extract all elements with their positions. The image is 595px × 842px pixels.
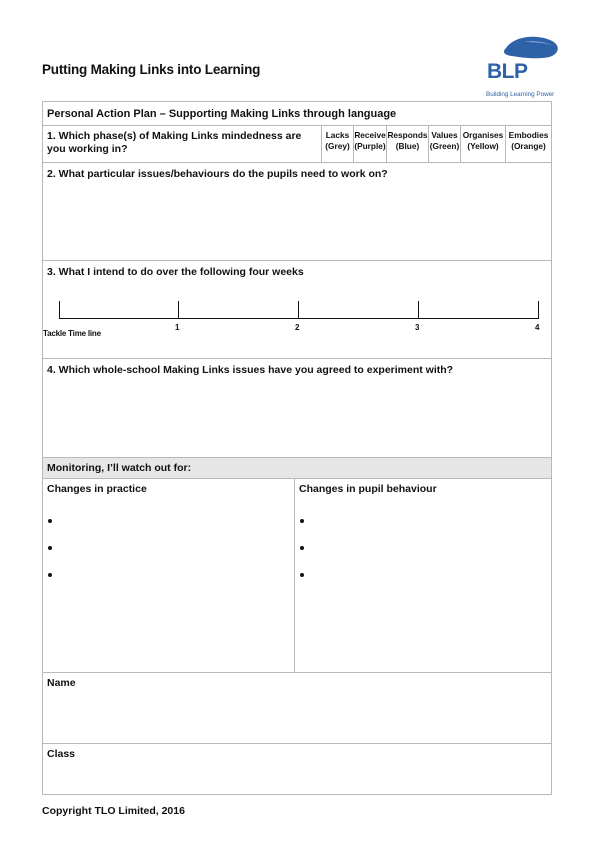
phase-responds[interactable]: Responds (Blue) xyxy=(386,126,428,162)
monitoring-label: Monitoring, I’ll watch out for: xyxy=(47,462,192,474)
timeline-tick-4 xyxy=(538,301,539,319)
phase-organises[interactable]: Organises (Yellow) xyxy=(460,126,505,162)
practice-label: Changes in practice xyxy=(47,483,147,495)
practice-bullet-1 xyxy=(48,519,52,523)
behaviour-bullet-2 xyxy=(300,546,304,550)
behaviour-column[interactable] xyxy=(295,479,551,672)
phase-question: 1. Which phase(s) of Making Links mindedness are you working in? xyxy=(47,130,302,155)
monitoring-header xyxy=(43,458,551,479)
name-label: Name xyxy=(47,677,76,689)
plan-title: Personal Action Plan – Supporting Making Links through language xyxy=(47,108,397,120)
practice-bullet-3 xyxy=(48,573,52,577)
class-row[interactable] xyxy=(43,744,551,795)
behaviour-bullet-3 xyxy=(300,573,304,577)
timeline-tick-3 xyxy=(418,301,419,319)
whole-school-question: 4. Which whole-school Making Links issues have you agreed to experiment with? xyxy=(47,364,454,376)
timeline-label-2: 2 xyxy=(295,323,300,332)
phase-embodies[interactable]: Embodies (Orange) xyxy=(505,126,551,162)
logo-tagline: Building Learning Power xyxy=(486,91,555,98)
whole-school-row[interactable] xyxy=(43,359,551,458)
intentions-question: 3. What I intend to do over the following four weeks xyxy=(47,266,304,278)
timeline-caption: Tackle Time line xyxy=(43,329,101,338)
phase-receive[interactable]: Receive (Purple) xyxy=(353,126,386,162)
practice-bullet-2 xyxy=(48,546,52,550)
name-row[interactable] xyxy=(43,673,551,744)
timeline-tick-2 xyxy=(298,301,299,319)
phase-row xyxy=(43,126,551,163)
copyright-notice: Copyright TLO Limited, 2016 xyxy=(42,805,185,817)
practice-column[interactable] xyxy=(43,479,294,672)
document-title: Putting Making Links into Learning xyxy=(42,62,261,77)
behaviour-label: Changes in pupil behaviour xyxy=(299,483,437,495)
phase-lacks[interactable]: Lacks (Grey) xyxy=(321,126,353,162)
timeline-label-3: 3 xyxy=(415,323,420,332)
issues-question: 2. What particular issues/behaviours do the pupils need to work on? xyxy=(47,168,388,180)
timeline-label-1: 1 xyxy=(175,323,180,332)
class-label: Class xyxy=(47,748,76,760)
timeline-label-4: 4 xyxy=(535,323,540,332)
column-divider xyxy=(294,479,295,672)
plan-title-row xyxy=(43,102,551,126)
monitoring-row xyxy=(43,479,551,673)
behaviour-bullet-1 xyxy=(300,519,304,523)
issues-row[interactable] xyxy=(43,163,551,261)
timeline-axis xyxy=(59,318,539,319)
timeline-tick-1 xyxy=(178,301,179,319)
timeline-tick-start xyxy=(59,301,60,319)
tackle-timeline xyxy=(59,301,539,319)
phase-options xyxy=(321,126,551,162)
logo-text: BLP xyxy=(487,60,528,83)
phase-values[interactable]: Values (Green) xyxy=(428,126,460,162)
action-plan-form xyxy=(42,101,552,795)
